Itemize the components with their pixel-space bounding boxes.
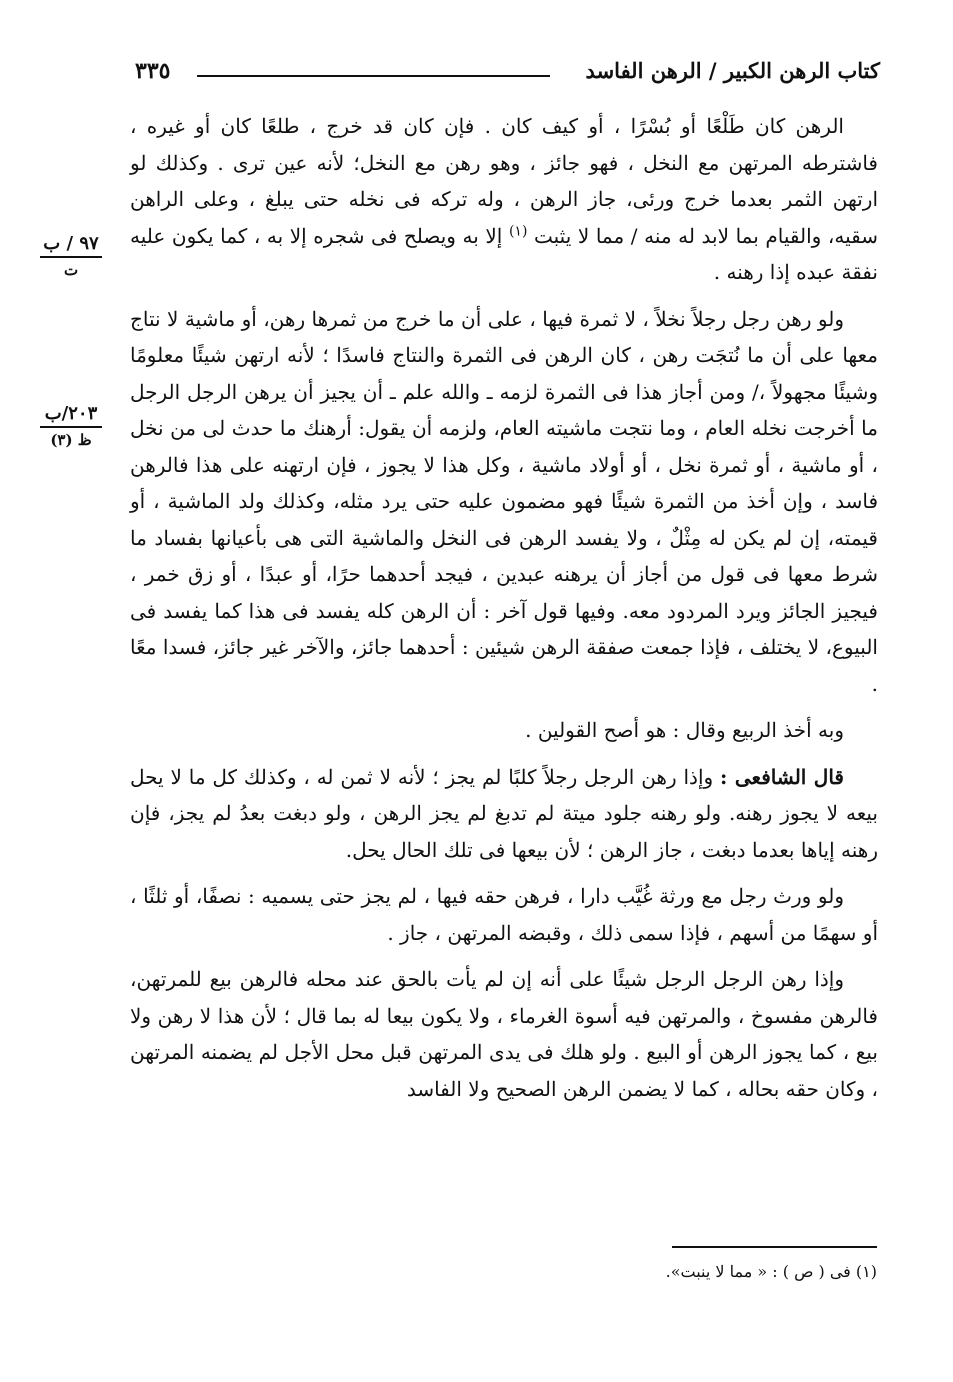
margin-note-siglum: ت [63, 261, 79, 279]
paragraph-text: ولو ورث رجل مع ورثة غُيَّب دارا ، فرهن حقه فيها ، لم يجز حتى يسميه : نصفًا، أو ثلثًا ، أو سهمًا من أسهم ، فإذا سمى ذلك ، وقبضه المرتهن ، جاز . [130, 884, 878, 945]
margin-note-folio: ٩٧ / ب [43, 233, 99, 254]
body-text [130, 108, 878, 1107]
page-number: ٣٣٥ [135, 58, 171, 84]
paragraph-text-continued: إلا به ويصلح فى شجره إلا به ، كما يكون عليه نفقة عبده إذا رهنه . [130, 223, 878, 284]
paragraph-text: وإذا رهن الرجل الرجل شيئًا على أنه إن لم يأت بالحق عند محله فالرهن بيع للمرتهن، فالرهن مفسوخ ، والمرتهن فيه أسوة الغرماء ، ولا يكون بيعا له بما قال ؛ لأن هذا لا رهن ولا بيع ، كما يجوز الرهن أو البيع . ولو هلك فى يدى المرتهن قبل محل الأجل لم يضمنه المرتهن ، وكان حقه بحاله ، كما لا يضمن الرهن الصحيح ولا الفاسد [130, 967, 878, 1101]
paragraph-1 [130, 108, 878, 291]
paragraph-6 [130, 961, 878, 1107]
paragraph-5 [130, 878, 878, 951]
header-rule [197, 75, 550, 77]
paragraph-2 [130, 301, 878, 703]
paragraph-3 [130, 712, 878, 749]
margin-note-siglum: ظ (٣) [50, 431, 92, 449]
margin-note-manuscript-97b [40, 234, 102, 280]
footnote-marker: (١) [508, 222, 528, 239]
margin-note-folio: ٢٠٣/ب [44, 403, 98, 424]
margin-note-rule [40, 256, 102, 258]
paragraph-text: وإذا رهن الرجل رجلاً كلبًا لم يجز ؛ لأنه لا ثمن له ، وكذلك كل ما لا يحل بيعه لا يجوز رهنه. ولو رهنه جلود ميتة لم تدبغ لم يجز الرهن ، ولو دبغت بعدُ لم يجز، فإن رهنه إياها بعدما دبغت ، جاز الرهن ؛ لأن بيعها فى تلك الحال يحل. [130, 764, 878, 862]
margin-note-rule [40, 426, 102, 428]
speaker-label: قال الشافعى : [720, 764, 844, 789]
margin-note-manuscript-203b [40, 404, 102, 450]
footnote-rule [672, 1246, 877, 1248]
page-header [135, 58, 880, 92]
footnote: (١) فى ( ص ) : « مما لا ينبت». [665, 1262, 877, 1281]
running-title: كتاب الرهن الكبير / الرهن الفاسد [585, 58, 880, 83]
paragraph-text: الرهن كان طَلْعًا أو بُسْرًا ، أو كيف كان . فإن كان قد خرج ، طلعًا كان أو غيره ، فاشترطه المرتهن مع النخل ، فهو جائز ، وهو رهن مع النخل؛ لأنه عين ترى . وكذلك لو ارتهن الثمر بعدما خرج ورئى، جاز الرهن ، وله تركه فى نخله حتى يبلغ ، وعلى الراهن سقيه، والقيام بما لابد له منه / مما لا يثبت [130, 114, 878, 248]
paragraph-text: ولو رهن رجل رجلاً نخلاً ، لا ثمرة فيها ، على أن ما خرج من ثمرها رهن، أو ماشية لا نتاج معها على أن ما نُتجَت رهن ، كان الرهن فى الثمرة والنتاج فاسدًا ؛ لأنه ارتهن شيئًا معلومًا وشيئًا مجهولاً ،/ ومن أجاز هذا فى الثمرة لزمه ـ والله علم ـ أن يجيز أن يرهن الرجل الرجل ما أخرجت نخله العام ، وما نتجت ماشيته العام، ولزمه أن يقول: أرهنك ما حدث لى من نخل ، أو ماشية ، أو ثمرة نخل ، أو أولاد ماشية ، وكل هذا لا يجوز ، فإن ارتهنه على هذا فالرهن فاسد ، وإن أخذ من الثمرة شيئًا فهو مضمون عليه حتى يرد مثله، وكذلك ولد الماشية ، أو قيمته، إن لم يكن له مِثْلٌ ، ولا يفسد الرهن فى النخل والماشية التى هى بأعيانها بفساد ما شرط معها فى قول من أجاز أن يرهنه عبدين ، فيجد أحدهما حرًا، أو عبدًا ، أو زق خمر ، فيجيز الجائز ويرد المردود معه. وفيها قول آخر : أن الرهن كله يفسد فى هذا كما يفسد فى البيوع، لا يختلف ، فإذا جمعت صفقة الرهن شيئين : أحدهما جائز، والآخر غير جائز، فسدا معًا . [130, 306, 879, 696]
paragraph-text: وبه أخذ الربيع وقال : هو أصح القولين . [525, 718, 844, 742]
paragraph-4 [130, 759, 878, 869]
